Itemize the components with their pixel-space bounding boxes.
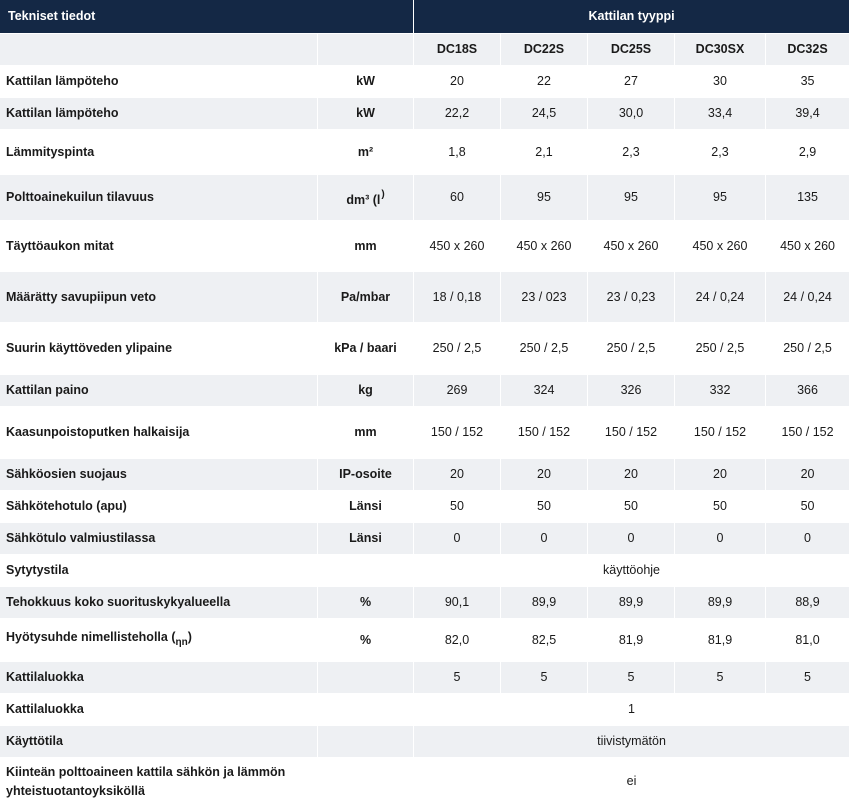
table-row [0, 523, 850, 555]
row-value: 50 [588, 491, 675, 523]
row-label-subscript: ηn [175, 637, 188, 648]
model-row [0, 34, 850, 66]
table-row [0, 694, 850, 726]
row-value: 95 [501, 175, 588, 221]
row-label [0, 323, 318, 375]
row-unit [318, 323, 414, 375]
row-unit [318, 459, 414, 491]
row-value: 450 x 260 [766, 221, 850, 272]
row-value: 81,0 [766, 619, 850, 662]
header-specs-title: Tekniset tiedot [0, 0, 414, 34]
row-value: 0 [675, 523, 766, 555]
row-unit [318, 66, 414, 98]
table-row [0, 491, 850, 523]
row-value: 450 x 260 [675, 221, 766, 272]
row-value: 24 / 0,24 [675, 272, 766, 323]
model-row-blank-unit [318, 34, 414, 66]
table-row [0, 66, 850, 98]
row-value: 95 [675, 175, 766, 221]
row-value: 20 [675, 459, 766, 491]
row-value: 332 [675, 375, 766, 407]
row-value: 2,3 [588, 130, 675, 175]
row-unit [318, 272, 414, 323]
row-value: 20 [501, 459, 588, 491]
row-value: 150 / 152 [588, 407, 675, 459]
table-row [0, 407, 850, 459]
row-value: 39,4 [766, 98, 850, 130]
row-label [0, 619, 318, 662]
table-row [0, 758, 850, 806]
row-value-span: käyttöohje [414, 555, 850, 587]
row-value: 5 [588, 662, 675, 694]
row-label [0, 758, 318, 806]
table-row [0, 272, 850, 323]
row-label [0, 130, 318, 175]
row-label [0, 175, 318, 221]
row-label [0, 375, 318, 407]
row-label-text: Kattilan paino [6, 383, 89, 397]
row-label [0, 459, 318, 491]
row-unit [318, 130, 414, 175]
row-label-text: Suurin käyttöveden ylipaine [6, 341, 173, 355]
row-label-text: Polttoainekuilun tilavuus [6, 190, 154, 204]
row-unit-text: mm [354, 425, 377, 439]
row-label [0, 726, 318, 758]
row-value: 5 [501, 662, 588, 694]
table-row [0, 619, 850, 662]
table-row [0, 662, 850, 694]
row-label-text: Sähkötulo valmiustilassa [6, 531, 156, 545]
row-label-text: Sähköosien suojaus [6, 467, 127, 481]
row-unit [318, 375, 414, 407]
model-header-dc30sx: DC30SX [675, 34, 766, 66]
row-value: 90,1 [414, 587, 501, 619]
row-value: 2,3 [675, 130, 766, 175]
table-row [0, 130, 850, 175]
row-unit [318, 555, 414, 587]
row-value: 82,0 [414, 619, 501, 662]
table-row [0, 175, 850, 221]
row-value: 24 / 0,24 [766, 272, 850, 323]
row-unit-text: kW [356, 74, 375, 88]
row-label-text: Kattilan lämpöteho [6, 106, 119, 120]
row-value-span: 1 [414, 694, 850, 726]
row-unit [318, 175, 414, 221]
row-value-span: ei [414, 758, 850, 806]
row-label [0, 555, 318, 587]
row-value: 50 [414, 491, 501, 523]
row-value: 89,9 [588, 587, 675, 619]
row-value: 250 / 2,5 [588, 323, 675, 375]
row-unit-text: m² [357, 144, 374, 159]
row-value: 89,9 [501, 587, 588, 619]
row-value: 20 [414, 66, 501, 98]
table-row [0, 375, 850, 407]
row-value: 23 / 0,23 [588, 272, 675, 323]
row-label-text: Kattilaluokka [6, 702, 84, 716]
row-unit [318, 694, 414, 726]
table-row [0, 221, 850, 272]
row-value: 27 [588, 66, 675, 98]
row-unit-text: kW [356, 106, 375, 120]
row-value: 250 / 2,5 [414, 323, 501, 375]
row-value: 150 / 152 [766, 407, 850, 459]
row-unit-text: dm³ (l [346, 193, 381, 207]
row-label-text: Sähkötehotulo (apu) [6, 499, 127, 513]
row-unit-text: % [359, 595, 372, 609]
row-label-text: Käyttötila [6, 734, 63, 748]
row-value: 60 [414, 175, 501, 221]
row-value: 20 [414, 459, 501, 491]
row-unit [318, 98, 414, 130]
row-value: 450 x 260 [414, 221, 501, 272]
table-row [0, 323, 850, 375]
row-unit-text: Pa/mbar [340, 289, 391, 304]
row-value: 2,9 [766, 130, 850, 175]
row-value: 450 x 260 [588, 221, 675, 272]
row-label [0, 662, 318, 694]
row-value: 18 / 0,18 [414, 272, 501, 323]
table-row [0, 459, 850, 491]
row-unit [318, 221, 414, 272]
row-unit-text: mm [354, 238, 377, 253]
row-label [0, 407, 318, 459]
row-value: 50 [501, 491, 588, 523]
row-value: 250 / 2,5 [766, 323, 850, 375]
row-value: 95 [588, 175, 675, 221]
row-value: 0 [766, 523, 850, 555]
row-value: 82,5 [501, 619, 588, 662]
model-header-dc22s: DC22S [501, 34, 588, 66]
row-label [0, 491, 318, 523]
row-value-span: tiivistymätön [414, 726, 850, 758]
row-unit-text: kg [358, 383, 373, 397]
row-value: 326 [588, 375, 675, 407]
row-label-text: Kaasunpoistoputken halkaisija [6, 425, 190, 439]
row-label-text: Kiinteän polttoaineen kattila sähkön ja lämmön yhteistuotantoyksiköllä [6, 764, 286, 798]
row-unit-text: IP-osoite [339, 467, 392, 481]
model-header-dc32s: DC32S [766, 34, 850, 66]
header-row [0, 0, 850, 34]
row-value: 20 [766, 459, 850, 491]
row-value: 23 / 023 [501, 272, 588, 323]
row-label-end: ) [187, 630, 192, 644]
row-value: 0 [501, 523, 588, 555]
table-row [0, 587, 850, 619]
row-label [0, 523, 318, 555]
row-label-text: Määrätty savupiipun veto [6, 289, 157, 304]
row-label [0, 98, 318, 130]
row-label-text: Kattilaluokka [6, 670, 84, 684]
row-value: 20 [588, 459, 675, 491]
model-header-dc18s: DC18S [414, 34, 501, 66]
row-value: 35 [766, 66, 850, 98]
row-unit-text: % [359, 632, 372, 647]
row-label [0, 694, 318, 726]
row-value: 22 [501, 66, 588, 98]
row-value: 22,2 [414, 98, 501, 130]
row-value: 250 / 2,5 [675, 323, 766, 375]
row-label [0, 272, 318, 323]
row-label-text: Tehokkuus koko suorituskykyalueella [6, 595, 231, 609]
row-value: 324 [501, 375, 588, 407]
row-label [0, 66, 318, 98]
table-row [0, 555, 850, 587]
row-value: 366 [766, 375, 850, 407]
model-header-dc25s: DC25S [588, 34, 675, 66]
row-value: 81,9 [588, 619, 675, 662]
table-row [0, 726, 850, 758]
row-value: 50 [675, 491, 766, 523]
row-unit-text: Länsi [349, 499, 382, 513]
row-value: 5 [766, 662, 850, 694]
row-value: 24,5 [501, 98, 588, 130]
row-label-text: Sytytystila [6, 563, 69, 577]
row-label [0, 587, 318, 619]
row-unit [318, 758, 414, 806]
row-label-text: Lämmityspinta [6, 144, 95, 159]
row-unit [318, 619, 414, 662]
row-value: 0 [414, 523, 501, 555]
row-value: 150 / 152 [675, 407, 766, 459]
row-value: 250 / 2,5 [501, 323, 588, 375]
row-value: 150 / 152 [414, 407, 501, 459]
row-value: 150 / 152 [501, 407, 588, 459]
row-label-text: Täyttöaukon mitat [6, 238, 114, 253]
row-value: 30 [675, 66, 766, 98]
row-unit-text: kPa / baari [334, 341, 397, 355]
row-value: 30,0 [588, 98, 675, 130]
row-unit [318, 587, 414, 619]
row-value: 81,9 [675, 619, 766, 662]
row-unit [318, 491, 414, 523]
row-unit-text: Länsi [349, 531, 382, 545]
row-value: 5 [414, 662, 501, 694]
row-value: 50 [766, 491, 850, 523]
row-label [0, 221, 318, 272]
header-boiler-type: Kattilan tyyppi [414, 0, 850, 34]
model-row-blank [0, 34, 318, 66]
row-value: 2,1 [501, 130, 588, 175]
row-value: 1,8 [414, 130, 501, 175]
table-row [0, 98, 850, 130]
row-unit [318, 523, 414, 555]
row-value: 269 [414, 375, 501, 407]
row-label-text: Hyötysuhde nimellisteholla ( [6, 630, 176, 644]
row-value: 5 [675, 662, 766, 694]
row-value: 135 [766, 175, 850, 221]
specs-body [0, 66, 850, 806]
row-value: 450 x 260 [501, 221, 588, 272]
row-value: 89,9 [675, 587, 766, 619]
row-unit [318, 726, 414, 758]
row-value: 33,4 [675, 98, 766, 130]
row-value: 88,9 [766, 587, 850, 619]
row-value: 0 [588, 523, 675, 555]
row-unit [318, 407, 414, 459]
row-label-text: Kattilan lämpöteho [6, 74, 119, 88]
row-unit-superscript: ) [381, 189, 385, 200]
row-unit [318, 662, 414, 694]
